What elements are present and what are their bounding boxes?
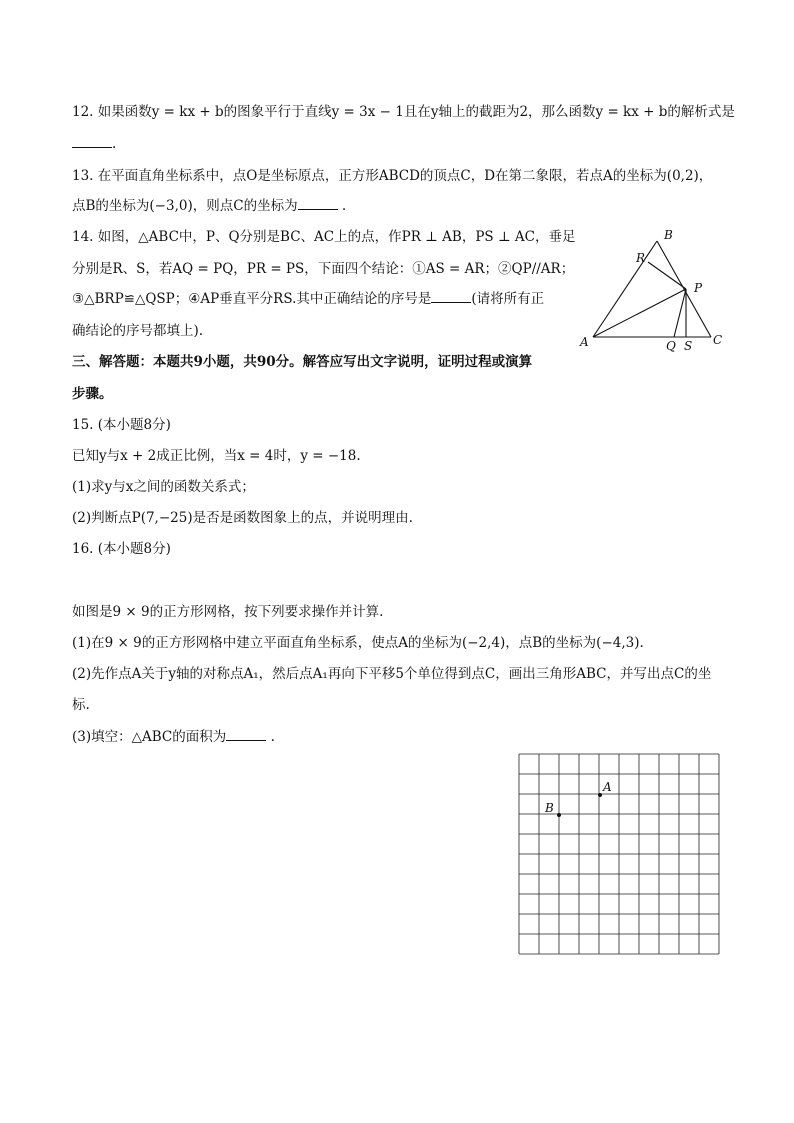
q12-line2: . <box>72 135 116 153</box>
q14-line2: 分别是R、S，若AQ = PQ，PR = PS，下面四个结论：①AS = AR；②QP//AR； <box>72 261 575 277</box>
point-B-dot <box>557 813 561 817</box>
q15-part1: (1)求y与x之间的函数关系式； <box>72 479 255 495</box>
q16-part3: (3)填空：△ABC的面积为 . <box>72 729 275 745</box>
q16-part2-line2: 标. <box>72 697 90 713</box>
label-Q: Q <box>666 339 676 353</box>
q13-line2: 点B的坐标为(−3,0)，则点C的坐标为 . <box>72 198 347 214</box>
point-A-dot <box>598 793 602 797</box>
q14-line3: ③△BRP≌△QSP；④AP垂直平分RS.其中正确结论的序号是 (请将所有正 <box>72 291 545 307</box>
q14-line1: 14. 如图，△ABC中，P、Q分别是BC、AC上的点，作PR ⊥ AB，PS ⊥ AC，垂足 <box>72 229 576 245</box>
q16-answer-blank[interactable] <box>226 728 266 741</box>
side-BC <box>657 241 711 337</box>
label-B: B <box>545 801 554 815</box>
q15-header: 15. (本小题8分) <box>72 417 171 433</box>
label-A: A <box>603 780 612 794</box>
q12-line1: 12. 如果函数y = kx + b的图象平行于直线y = 3x − 1且在y轴上的截距为2，那么函数y = kx + b的解析式是 <box>72 104 735 120</box>
q14-line4: 确结论的序号都填上). <box>72 323 204 339</box>
q16-stem: 如图是9 × 9的正方形网格，按下列要求操作并计算. <box>72 604 384 620</box>
section3-line1: 三、解答题：本题共9小题，共90分。解答应写出文字说明，证明过程或演算 <box>72 354 533 370</box>
q15-part2: (2)判断点P(7,−25)是否是函数图象上的点，并说明理由. <box>72 510 413 526</box>
segment-PR <box>648 262 686 289</box>
label-S: S <box>684 339 693 353</box>
label-A: A <box>580 335 589 349</box>
q16-part1: (1)在9 × 9的正方形网格中建立平面直角坐标系，使点A的坐标为(−2,4)，点B的坐标为(−4,3). <box>72 635 644 651</box>
section3-line2: 步骤。 <box>72 386 113 402</box>
q16-part2-line1: (2)先作点A关于y轴的对称点A₁，然后点A₁再向下平移5个单位得到点C，画出三角形ABC，并写出点C的坐 <box>72 666 712 682</box>
q16-header: 16. (本小题8分) <box>72 541 171 557</box>
label-P: P <box>694 281 703 295</box>
grid-figure <box>515 750 725 960</box>
segment-AP <box>593 289 686 337</box>
triangle-figure <box>575 226 735 356</box>
label-B: B <box>664 228 673 242</box>
label-C: C <box>713 333 723 347</box>
q14-answer-blank[interactable] <box>431 290 471 303</box>
label-R: R <box>636 251 646 265</box>
segment-PQ <box>674 289 686 337</box>
q12-answer-blank[interactable] <box>72 135 112 148</box>
side-AB <box>593 241 657 337</box>
q15-stem: 已知y与x + 2成正比例，当x = 4时，y = −18. <box>72 448 361 464</box>
q13-answer-blank[interactable] <box>298 197 338 210</box>
q13-line1: 13. 在平面直角坐标系中，点O是坐标原点，正方形ABCD的顶点C，D在第二象限，若点A的坐标为(0,2)， <box>72 168 713 184</box>
